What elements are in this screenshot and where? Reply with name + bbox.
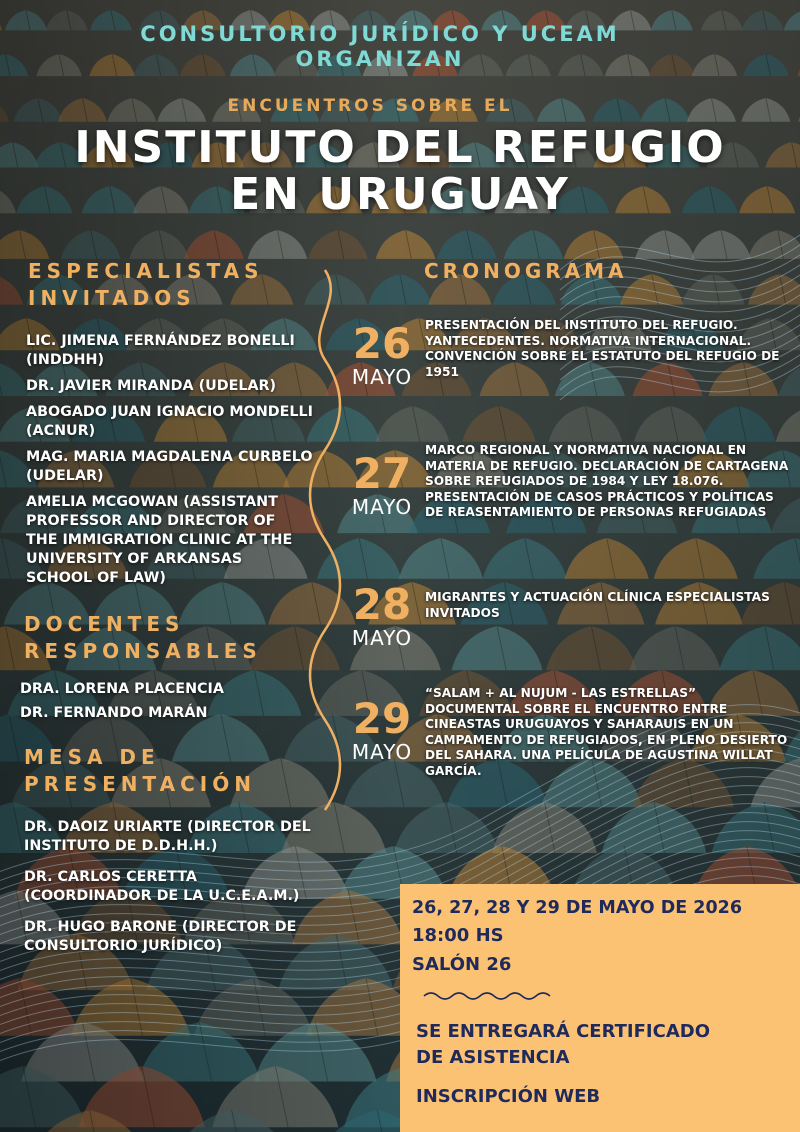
organizers-heading (0, 22, 760, 72)
day-number: 26 (352, 319, 412, 368)
teachers-heading-line1: DOCENTES (24, 612, 185, 636)
panel-item: DR. HUGO BARONE (DIRECTOR DE CONSULTORIO JURÍDICO) (24, 919, 297, 954)
day-month: MAYO (351, 740, 413, 764)
schedule-day-28 (342, 580, 422, 650)
day-number: 28 (352, 580, 412, 629)
day-number: 29 (352, 694, 412, 743)
main-title-line2: EN URUGUAY (230, 169, 570, 220)
event-dates: 26, 27, 28 Y 29 DE MAYO DE 2026 (412, 898, 742, 918)
certificate-notice (416, 1019, 710, 1071)
event-info-box (400, 884, 800, 1132)
specialists-heading (28, 258, 264, 312)
schedule-description: MARCO REGIONAL Y NORMATIVA NACIONAL EN MATERIA DE REFUGIO. DECLARACIÓN DE CARTAGENA SOBRE REFUGIADOS DE 1984 Y LEY 18.076. PRESENTACIÓN DE CASOS PRÁCTICOS Y POLÍTICAS DE REASENTAMIENTO DE PERSONAS REFUGIADAS (425, 443, 789, 519)
specialist-item: ABOGADO JUAN IGNACIO MONDELLI (ACNUR) (26, 404, 313, 439)
certificate-line1: SE ENTREGARÁ CERTIFICADO (416, 1021, 710, 1042)
teacher-item: DR. FERNANDO MARÁN (20, 705, 208, 721)
event-time: 18:00 HS (412, 925, 504, 946)
schedule-description: MIGRANTES Y ACTUACIÓN CLÍNICA ESPECIALISTAS INVITADOS (425, 590, 770, 620)
event-room: SALÓN 26 (412, 954, 512, 975)
schedule-description: “SALAM + AL NUJUM - LAS ESTRELLAS” DOCUMENTAL SOBRE EL ENCUENTRO ENTRE CINEASTAS URUGUAYOS Y SAHARAUIS EN UN CAMPAMENTO DE REFUGIADOS, EN PLENO DESIERTO DEL SAHARA. UNA PELÍCULA DE AGUSTINA WILLAT GARCÍA. (425, 686, 788, 778)
schedule-day-29 (342, 694, 422, 764)
teachers-heading-line2: RESPONSABLES (24, 639, 262, 663)
registration-link[interactable]: INSCRIPCIÓN WEB (416, 1086, 601, 1107)
teachers-heading (24, 611, 262, 665)
panel-item: DR. DAOIZ URIARTE (DIRECTOR DEL INSTITUTO DE D.D.H.H.) (24, 819, 311, 854)
teachers-list (20, 680, 320, 728)
certificate-line2: DE ASISTENCIA (416, 1047, 570, 1068)
main-title-line1: INSTITUTO DEL REFUGIO (74, 122, 726, 173)
panel-heading-line2: PRESENTACIÓN (24, 772, 256, 796)
schedule-day-27 (342, 449, 422, 519)
decorative-wave-divider (422, 989, 552, 1003)
day-month: MAYO (351, 365, 413, 389)
panel-item: DR. CARLOS CERETTA (COORDINADOR DE LA U.C.E.A.M.) (24, 869, 300, 904)
panel-heading-line1: MESA DE (24, 745, 160, 769)
teacher-item: DRA. LORENA PLACENCIA (20, 681, 224, 697)
specialist-item: MAG. MARIA MAGDALENA CURBELO (UDELAR) (26, 449, 313, 484)
day-number: 27 (352, 449, 412, 498)
specialist-item: AMELIA MCGOWAN (ASSISTANT PROFESSOR AND DIRECTOR OF THE IMMIGRATION CLINIC AT THE UNIVERSITY OF ARKANSAS SCHOOL OF LAW) (26, 494, 293, 586)
main-title (20, 124, 780, 218)
panel-heading (24, 744, 256, 798)
day-month: MAYO (351, 495, 413, 519)
panel-list (24, 818, 314, 963)
organizers-text: CONSULTORIO JURÍDICO Y UCEAM ORGANIZAN (140, 22, 620, 71)
specialist-item: DR. JAVIER MIRANDA (UDELAR) (26, 378, 277, 394)
specialist-item: LIC. JIMENA FERNÁNDEZ BONELLI (INDDHH) (26, 333, 295, 368)
specialists-list (26, 332, 326, 595)
day-month: MAYO (351, 626, 413, 650)
schedule-heading: CRONOGRAMA (424, 259, 628, 283)
specialists-heading-line2: INVITADOS (28, 286, 196, 310)
schedule-description: PRESENTACIÓN DEL INSTITUTO DEL REFUGIO. YANTECEDENTES. NORMATIVA INTERNACIONAL. CONVENCIÓN SOBRE EL ESTATUTO DEL REFUGIO DE 1951 (425, 318, 780, 379)
specialists-heading-line1: ESPECIALISTAS (28, 259, 264, 283)
pre-title: ENCUENTROS SOBRE EL (227, 96, 513, 116)
schedule-day-26 (342, 319, 422, 389)
